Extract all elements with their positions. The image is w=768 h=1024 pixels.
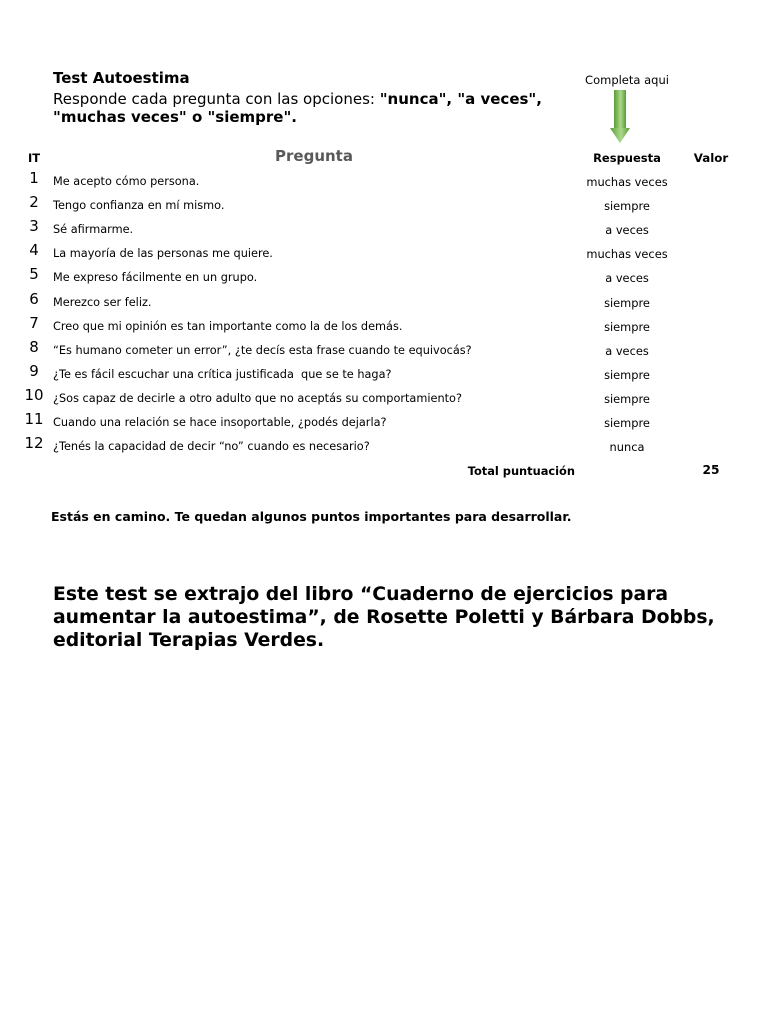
question-text: Me acepto cómo persona. — [53, 175, 200, 189]
table-row — [0, 242, 768, 266]
question-text: Tengo confianza en mí mismo. — [53, 199, 225, 213]
answer-cell[interactable]: siempre — [604, 391, 650, 406]
item-number: 8 — [29, 337, 39, 356]
table-row — [0, 363, 768, 387]
source-note-line: editorial Terapias Verdes. — [53, 630, 325, 651]
value-cell — [679, 339, 743, 363]
value-cell — [679, 242, 743, 266]
source-note — [53, 583, 715, 652]
column-header-it: IT — [27, 151, 41, 165]
table-row — [0, 435, 768, 459]
question-text: ¿Tenés la capacidad de decir “no” cuando es necesario? — [53, 440, 370, 454]
value-cell — [679, 170, 743, 194]
item-number: 3 — [29, 217, 39, 236]
item-number: 5 — [29, 265, 39, 284]
instruction-options-line-2: "muchas veces" o "siempre". — [53, 107, 297, 126]
column-header-value: Valor — [693, 151, 729, 165]
answer-cell[interactable]: siempre — [604, 416, 650, 431]
question-text: ¿Te es fácil escuchar una crítica justificada que se te haga? — [53, 367, 392, 381]
value-cell — [679, 363, 743, 387]
answer-cell[interactable]: a veces — [605, 223, 649, 238]
arrow-down-icon — [608, 88, 632, 145]
value-cell — [679, 218, 743, 242]
question-text: Cuando una relación se hace insoportable, ¿podés dejarla? — [53, 416, 387, 430]
total-row — [0, 459, 768, 483]
column-header-answer: Respuesta — [593, 151, 661, 165]
item-number: 11 — [24, 410, 44, 429]
item-number: 2 — [29, 193, 39, 212]
answer-cell[interactable]: siempre — [604, 295, 650, 310]
answer-cell[interactable]: muchas veces — [586, 175, 668, 190]
answer-cell[interactable]: a veces — [605, 271, 649, 286]
instruction-text: Responde cada pregunta con las opciones: — [53, 90, 380, 108]
test-title: Test Autoestima — [53, 69, 190, 87]
item-number: 4 — [29, 241, 39, 260]
result-message: Estás en camino. Te quedan algunos puntos importantes para desarrollar. — [51, 509, 572, 524]
answer-cell[interactable]: siempre — [604, 319, 650, 334]
value-cell — [679, 266, 743, 290]
question-text: Me expreso fácilmente en un grupo. — [53, 271, 258, 285]
item-number: 10 — [24, 385, 44, 404]
table-row — [0, 315, 768, 339]
question-text: Merezco ser feliz. — [53, 295, 152, 309]
questionnaire-table — [0, 146, 768, 483]
source-note-line: Este test se extrajo del libro “Cuaderno de ejercicios para — [53, 584, 669, 605]
answer-cell[interactable]: muchas veces — [586, 247, 668, 262]
item-number: 1 — [29, 169, 39, 188]
fill-here-hint: Completa aqui — [585, 73, 669, 87]
value-cell — [679, 435, 743, 459]
item-number: 12 — [24, 434, 44, 453]
item-number: 7 — [29, 313, 39, 332]
table-row — [0, 266, 768, 290]
table-header-row — [0, 146, 768, 170]
question-text: ¿Sos capaz de decirle a otro adulto que no aceptás su comportamiento? — [53, 391, 462, 405]
answer-cell[interactable]: a veces — [605, 343, 649, 358]
table-row — [0, 339, 768, 363]
question-text: La mayoría de las personas me quiere. — [53, 247, 273, 261]
instructions — [53, 91, 542, 126]
instruction-options-line-1: "nunca", "a veces", — [379, 90, 542, 108]
table-row — [0, 411, 768, 435]
value-cell — [679, 411, 743, 435]
column-header-question: Pregunta — [275, 147, 353, 165]
value-cell — [679, 315, 743, 339]
table-row — [0, 218, 768, 242]
item-number: 9 — [29, 361, 39, 380]
question-text: Sé afirmarme. — [53, 223, 134, 237]
value-cell — [679, 291, 743, 315]
question-text: “Es humano cometer un error”, ¿te decís esta frase cuando te equivocás? — [53, 343, 472, 357]
table-row — [0, 387, 768, 411]
total-value: 25 — [702, 463, 720, 478]
table-row — [0, 170, 768, 194]
value-cell — [679, 194, 743, 218]
item-number: 6 — [29, 289, 39, 308]
answer-cell[interactable]: nunca — [609, 440, 645, 455]
answer-cell[interactable]: siempre — [604, 367, 650, 382]
total-label: Total puntuación — [467, 464, 575, 479]
source-note-line: aumentar la autoestima”, de Rosette Poletti y Bárbara Dobbs, — [53, 607, 715, 628]
answer-cell[interactable]: siempre — [604, 199, 650, 214]
value-cell — [679, 387, 743, 411]
question-text: Creo que mi opinión es tan importante como la de los demás. — [53, 319, 403, 333]
table-row — [0, 291, 768, 315]
table-row — [0, 194, 768, 218]
